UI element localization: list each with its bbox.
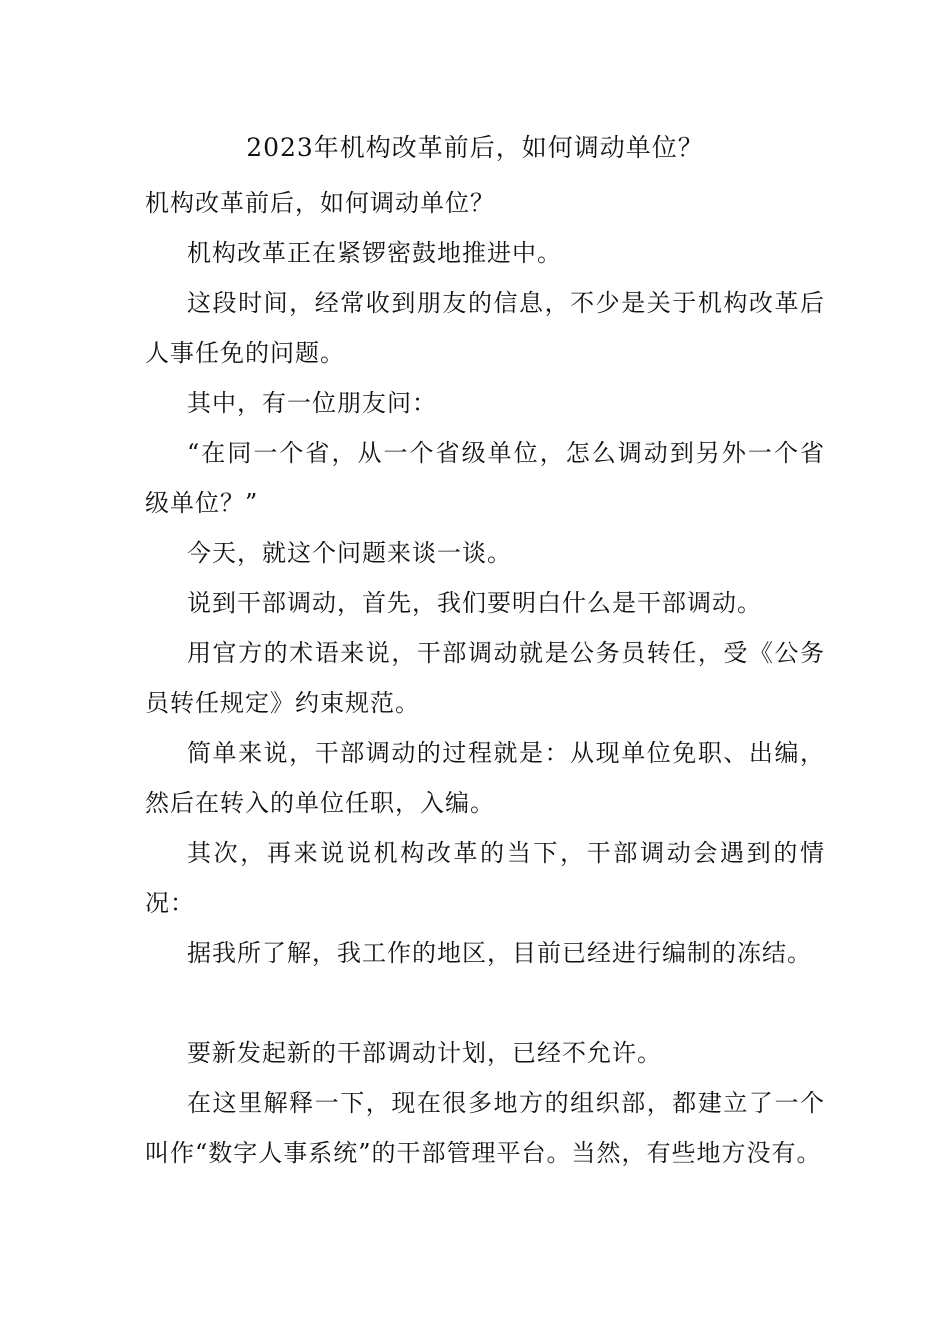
paragraph: 在这里解释一下，现在很多地方的组织部，都建立了一个叫作“数字人事系统”的干部管理平台。当然，有些地方没有。 (145, 1089, 825, 1167)
document-body (145, 178, 825, 1178)
paragraph: 要新发起新的干部调动计划，已经不允许。 (187, 1039, 662, 1067)
paragraph: 其中，有一位朋友问： (187, 389, 437, 417)
blank-line (145, 978, 825, 1028)
paragraph: 据我所了解，我工作的地区，目前已经进行编制的冻结。 (187, 939, 812, 967)
paragraph: 用官方的术语来说，干部调动就是公务员转任，受《公务员转任规定》约束规范。 (145, 639, 825, 717)
paragraph-subtitle: 机构改革前后，如何调动单位？ (145, 189, 495, 217)
paragraph: 说到干部调动，首先，我们要明白什么是干部调动。 (187, 589, 762, 617)
paragraph: 机构改革正在紧锣密鼓地推进中。 (187, 239, 562, 267)
document-title: 2023年机构改革前后，如何调动单位？ (246, 133, 704, 162)
paragraph: 其次，再来说说机构改革的当下，干部调动会遇到的情况： (145, 839, 825, 917)
paragraph-quote: “在同一个省，从一个省级单位，怎么调动到另外一个省级单位？” (145, 439, 825, 517)
paragraph: 今天，就这个问题来谈一谈。 (187, 539, 512, 567)
paragraph: 这段时间，经常收到朋友的信息，不少是关于机构改革后人事任免的问题。 (145, 289, 825, 367)
paragraph: 简单来说，干部调动的过程就是：从现单位免职、出编，然后在转入的单位任职，入编。 (145, 739, 825, 817)
